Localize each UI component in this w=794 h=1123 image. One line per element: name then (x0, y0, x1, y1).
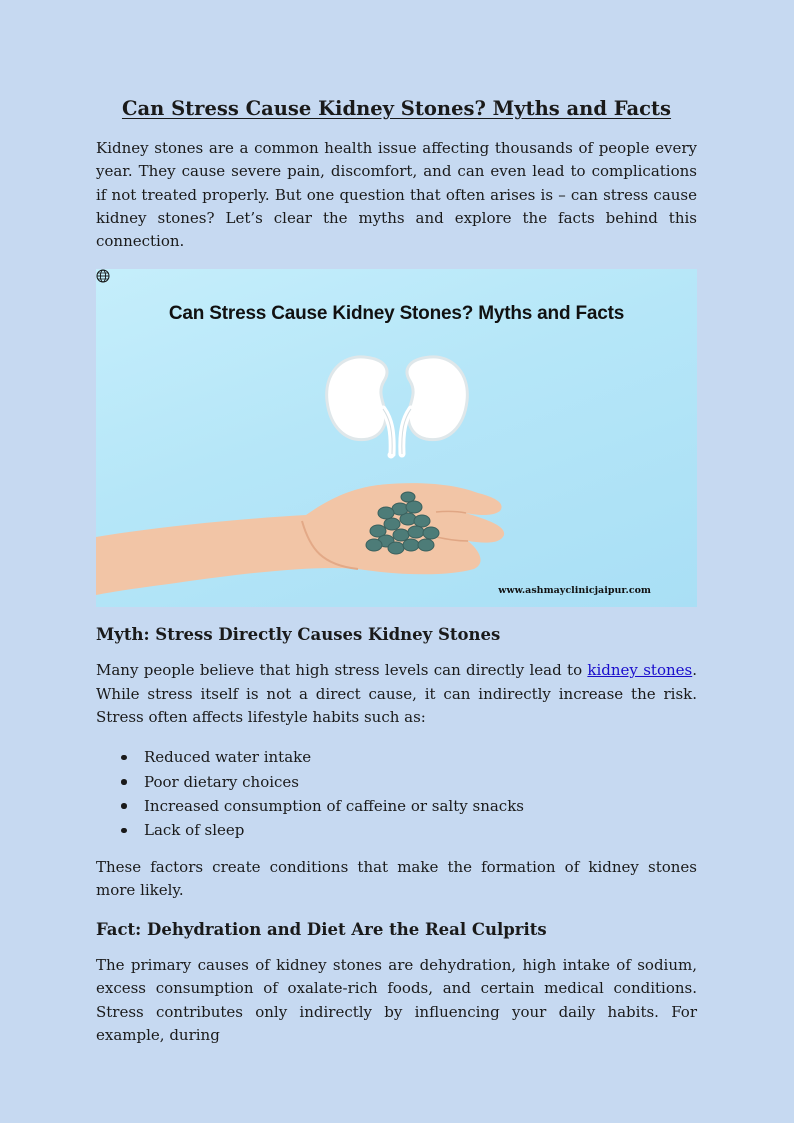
lifestyle-habits-list (96, 745, 697, 842)
factors-paragraph: These factors create conditions that make the formation of kidney stones more likely. (96, 857, 697, 899)
globe-icon (96, 269, 110, 283)
list-item: Reduced water intake (96, 745, 697, 769)
hand-icon (96, 484, 504, 596)
list-item: Lack of sleep (96, 818, 697, 842)
fact-heading: Fact: Dehydration and Diet Are the Real Culprits (96, 920, 547, 940)
kidney-stones-link[interactable]: kidney stones (587, 661, 693, 680)
myth-text-before: Many people believe that high stress levels can directly lead to (96, 661, 588, 680)
intro-paragraph: Kidney stones are a common health issue affecting thousands of people every year. They cause severe pain, discomfort, and can even lead to complications if not treated properly. But one question that often arises is – can stress cause kidney stones? Let’s clear the myths and explore the facts behind this connection. (96, 139, 697, 251)
article-body (96, 96, 697, 1047)
myth-heading: Myth: Stress Directly Causes Kidney Stones (96, 625, 501, 645)
list-item: Poor dietary choices (96, 770, 697, 794)
myth-text-after: . While stress itself is not a direct cause, it can indirectly increase the risk. Stress often affects lifestyle habits such as: (96, 661, 697, 727)
fact-paragraph: The primary causes of kidney stones are dehydration, high intake of sodium, excess consumption of oxalate-rich foods, and certain medical conditions. Stress contributes only indirectly by influencing your daily habits. For example, during (96, 956, 697, 1045)
page-title: Can Stress Cause Kidney Stones? Myths and Facts (121, 97, 672, 120)
hero-image (96, 269, 697, 607)
kidney-icon (327, 357, 468, 455)
list-item: Increased consumption of caffeine or salty snacks (96, 794, 697, 818)
myth-paragraph (96, 659, 697, 729)
hero-title: Can Stress Cause Kidney Stones? Myths and Facts (168, 303, 625, 325)
hero-url: www.ashmayclinicjaipur.com (498, 585, 651, 597)
